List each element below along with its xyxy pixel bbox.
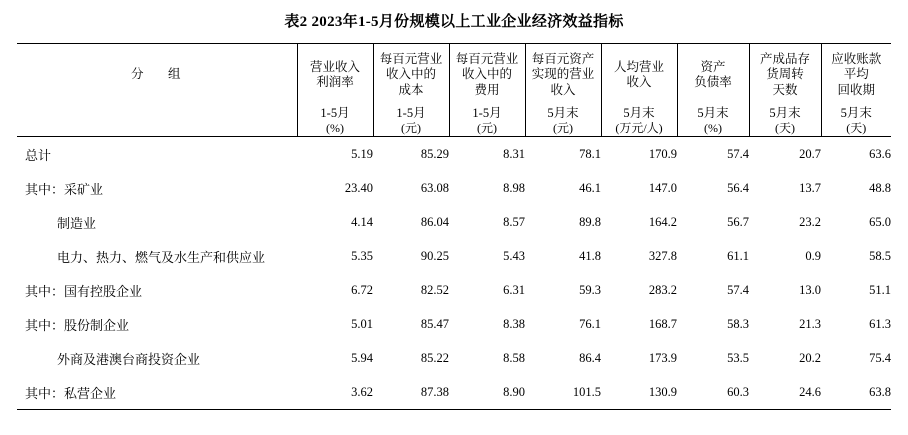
cell-value: 101.5 (572, 384, 601, 399)
cell-value: 61.1 (727, 248, 749, 263)
row-label: 其中：采矿业 (25, 181, 104, 197)
cell-value: 51.1 (869, 282, 891, 297)
cell-value: 75.4 (869, 350, 891, 365)
header-line-2: 收入中的 (385, 67, 436, 82)
cell-value: 76.1 (579, 316, 601, 331)
cell-value: 86.4 (579, 350, 601, 365)
cell-value: 86.04 (420, 214, 449, 229)
unit-measure: (元) (401, 121, 421, 135)
unit-measure: (%) (326, 121, 344, 135)
table-unit-row (17, 106, 891, 137)
row-label: 其中：国有控股企业 (25, 283, 143, 299)
cell-value: 63.8 (869, 384, 891, 399)
header-revenue-per-hundred-assets (525, 44, 601, 107)
unit-measure: (天) (846, 121, 867, 135)
header-line-1: 每百元营业 (379, 52, 443, 67)
unit-period: 1-5月 (396, 106, 426, 120)
header-line-3: 回收期 (837, 82, 875, 97)
cell-value: 65.0 (869, 214, 891, 229)
cell-value: 173.9 (648, 350, 677, 365)
header-line-2: 负债率 (694, 75, 732, 89)
unit-debt-ratio (677, 106, 749, 137)
row-label: 制造业 (57, 215, 97, 231)
row-label: 其中：股份制企业 (25, 317, 130, 333)
row-label: 总计 (25, 147, 52, 163)
cell-value: 90.25 (420, 248, 449, 263)
cell-value: 168.7 (648, 316, 677, 331)
cell-value: 57.4 (727, 146, 749, 161)
cell-value: 3.62 (351, 384, 373, 399)
cell-value: 4.14 (351, 214, 373, 229)
header-line-2: 收入中的 (461, 67, 512, 82)
unit-profit-margin (297, 106, 373, 137)
cell-value: 5.35 (351, 248, 373, 263)
unit-period: 5月末 (840, 106, 872, 120)
cell-value: 23.2 (799, 214, 821, 229)
header-revenue-per-capita (601, 44, 677, 107)
cell-value: 8.58 (503, 350, 525, 365)
cell-value: 6.31 (503, 282, 525, 297)
cell-value: 23.40 (344, 180, 373, 195)
header-cost-per-hundred (373, 44, 449, 107)
table-row (17, 341, 891, 375)
cell-value: 48.8 (869, 180, 891, 195)
cell-value: 89.8 (579, 214, 601, 229)
table-row (17, 375, 891, 409)
cell-value: 56.4 (727, 180, 749, 195)
table-row (17, 273, 891, 307)
cell-value: 147.0 (648, 180, 677, 195)
cell-value: 8.31 (503, 146, 525, 161)
cell-value: 20.2 (799, 350, 821, 365)
unit-revenue-per-capita (601, 106, 677, 137)
cell-value: 283.2 (648, 282, 677, 297)
header-line-3: 收入 (550, 82, 576, 97)
cell-value: 59.3 (579, 282, 601, 297)
table-row (17, 137, 891, 172)
table-row (17, 171, 891, 205)
cell-value: 78.1 (579, 146, 601, 161)
cell-value: 20.7 (799, 146, 821, 161)
header-receivables-collection-period (821, 44, 891, 107)
unit-measure: (元) (477, 121, 497, 135)
cell-value: 24.6 (799, 384, 821, 399)
header-line-2: 实现的营业 (531, 67, 595, 82)
unit-group (17, 106, 297, 137)
cell-value: 58.3 (727, 316, 749, 331)
cell-value: 85.47 (420, 316, 449, 331)
unit-period: 5月末 (547, 106, 579, 120)
cell-value: 63.6 (869, 146, 891, 161)
header-line-1: 每百元营业 (455, 52, 519, 67)
cell-value: 13.0 (799, 282, 821, 297)
cell-value: 6.72 (351, 282, 373, 297)
page-title: 表2 2023年1-5月份规模以上工业企业经济效益指标 (284, 14, 624, 30)
cell-value: 21.3 (799, 316, 821, 331)
cell-value: 8.57 (503, 214, 525, 229)
cell-value: 13.7 (799, 180, 821, 195)
unit-period: 1-5月 (320, 106, 350, 120)
header-line-3: 成本 (398, 82, 424, 97)
cell-value: 8.90 (503, 384, 525, 399)
header-line-3: 天数 (772, 82, 798, 97)
row-label: 电力、热力、燃气及水生产和供应业 (57, 249, 266, 265)
cell-value: 327.8 (648, 248, 677, 263)
unit-period: 1-5月 (472, 106, 502, 120)
cell-value: 60.3 (727, 384, 749, 399)
header-line-1: 应收账款 (831, 52, 882, 67)
header-line-1: 营业收入 (309, 59, 360, 74)
unit-revenue-per-hundred-assets (525, 106, 601, 137)
header-debt-ratio (677, 44, 749, 107)
unit-measure: (元) (553, 121, 573, 135)
cell-value: 0.9 (805, 248, 821, 263)
unit-measure: (%) (704, 121, 722, 135)
header-line-2: 平均 (843, 67, 869, 82)
cell-value: 56.7 (727, 214, 749, 229)
cell-value: 57.4 (727, 282, 749, 297)
row-label: 外商及港澳台商投资企业 (57, 351, 201, 367)
table-row (17, 239, 891, 273)
unit-period: 5月末 (769, 106, 801, 120)
header-expense-per-hundred (449, 44, 525, 107)
cell-value: 5.19 (351, 146, 373, 161)
cell-value: 130.9 (648, 384, 677, 399)
statistics-table (17, 43, 891, 410)
unit-measure: (天) (775, 121, 795, 135)
header-line-3: 费用 (474, 82, 500, 97)
table-row (17, 205, 891, 239)
header-line-1: 人均营业 (613, 59, 664, 74)
unit-measure: (万元/人) (615, 121, 663, 135)
table-bottom-rule (17, 409, 891, 410)
table-header-row (17, 44, 891, 107)
header-line-1: 每百元资产 (531, 52, 595, 67)
unit-expense-per-hundred (449, 106, 525, 137)
unit-receivables-collection-period (821, 106, 891, 137)
table-row (17, 307, 891, 341)
cell-value: 170.9 (648, 146, 677, 161)
header-line-2: 利润率 (316, 75, 354, 89)
cell-value: 58.5 (869, 248, 891, 263)
unit-period: 5月末 (623, 106, 655, 120)
header-line-2: 收入 (626, 75, 652, 89)
cell-value: 82.52 (420, 282, 449, 297)
cell-value: 85.29 (420, 146, 449, 161)
unit-cost-per-hundred (373, 106, 449, 137)
cell-value: 87.38 (420, 384, 449, 399)
cell-value: 8.98 (503, 180, 525, 195)
unit-inventory-turnover-days (749, 106, 821, 137)
header-line-1: 资产 (700, 59, 726, 74)
cell-value: 63.08 (420, 180, 449, 195)
cell-value: 85.22 (420, 350, 449, 365)
header-group: 分 组 (17, 44, 297, 107)
row-label: 其中：私营企业 (25, 385, 117, 401)
cell-value: 5.94 (351, 350, 373, 365)
header-profit-margin (297, 44, 373, 107)
cell-value: 41.8 (579, 248, 601, 263)
header-inventory-turnover-days (749, 44, 821, 107)
cell-value: 5.43 (503, 248, 525, 263)
cell-value: 164.2 (648, 214, 677, 229)
unit-period: 5月末 (697, 106, 729, 120)
cell-value: 61.3 (869, 316, 891, 331)
header-line-1: 产成品存 (759, 52, 810, 67)
header-line-2: 货周转 (766, 67, 804, 82)
cell-value: 8.38 (503, 316, 525, 331)
cell-value: 46.1 (579, 180, 601, 195)
cell-value: 53.5 (727, 350, 749, 365)
cell-value: 5.01 (351, 316, 373, 331)
